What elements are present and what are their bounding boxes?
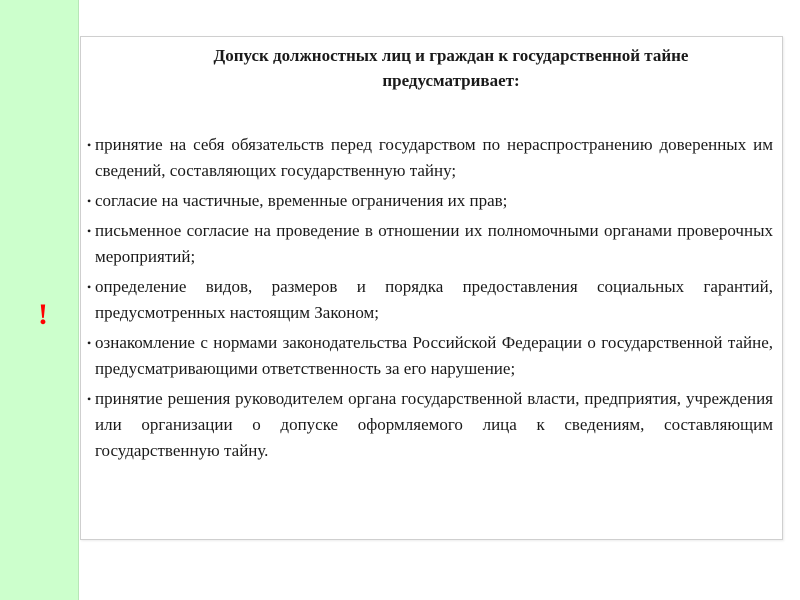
bullet-list [87, 132, 773, 468]
slide-title-line-2: предусматривает: [382, 71, 520, 90]
top-margin [79, 0, 800, 18]
slide-content-box [80, 36, 783, 540]
list-item-text: согласие на частичные, временные ограничения их прав; [95, 191, 508, 210]
bullet-icon: • [87, 280, 92, 294]
bullet-icon: • [87, 336, 92, 350]
slide-title-line-1: Допуск должностных лиц и граждан к государственной тайне [213, 46, 689, 65]
list-item-text: ознакомление с нормами законодательства Российской Федерации о государственной тайне, предусматривающими ответственность за его нарушение; [95, 333, 773, 378]
list-item [87, 274, 773, 326]
list-item [87, 330, 773, 382]
list-item-text: письменное согласие на проведение в отношении их полномочными органами проверочных мероприятий; [95, 221, 773, 266]
slide-title [131, 43, 771, 93]
bullet-icon: • [87, 224, 92, 238]
list-item-text: определение видов, размеров и порядка предоставления социальных гарантий, предусмотренных настоящим Законом; [95, 277, 773, 322]
list-item [87, 386, 773, 464]
list-item-text: принятие на себя обязательств перед государством по нераспространению доверенных им сведений, составляющих государственную тайну; [95, 135, 773, 180]
list-item [87, 132, 773, 184]
bullet-icon: • [87, 392, 92, 406]
list-item [87, 218, 773, 270]
bullet-icon: • [87, 194, 92, 208]
exclamation-icon: ! [38, 298, 48, 331]
list-item [87, 188, 773, 214]
left-sidebar-strip [0, 0, 79, 600]
list-item-text: принятие решения руководителем органа государственной власти, предприятия, учреждения или организации о допуске оформляемого лица к сведениям, составляющим государственную тайну. [95, 389, 773, 460]
bullet-icon: • [87, 138, 92, 152]
